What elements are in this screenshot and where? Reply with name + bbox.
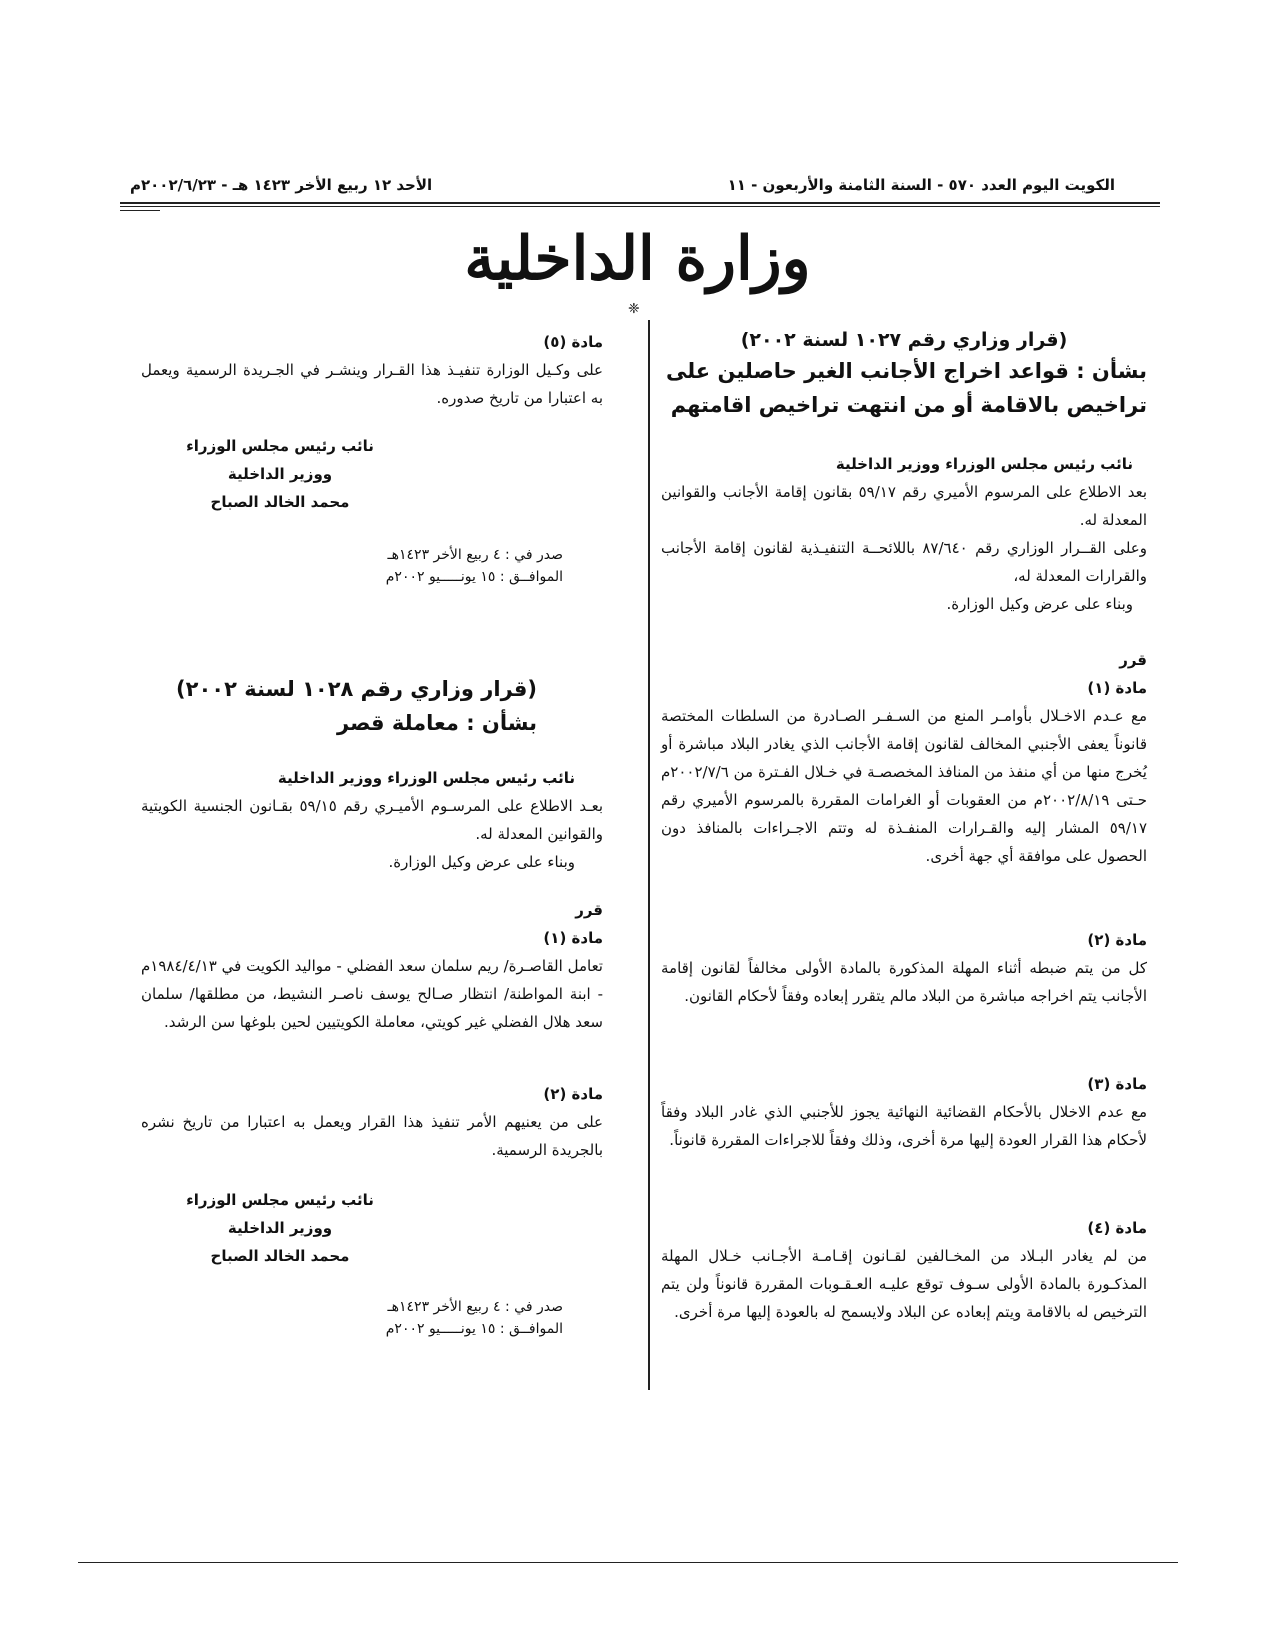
decree-1028-preamble-2: وبناء على عرض وكيل الوزارة. (388, 853, 575, 871)
decree-1027-preamble-3: وبناء على عرض وكيل الوزارة. (946, 595, 1133, 613)
decree-1028-signature (165, 1186, 395, 1270)
footer-rule (78, 1562, 1178, 1563)
decree-1028-decided: قرر (575, 901, 603, 919)
decree-1027-signer-name: محمد الخالد الصباح (210, 493, 350, 511)
header-issue-info: الكويت اليوم العدد ٥٧٠ - السنة الثامنة والأربعون - ١١ (727, 176, 1115, 194)
ornament-icon: ❈ (628, 301, 640, 317)
decree-1027-article-5 (141, 328, 603, 412)
decree-1027-art3-text: مع عدم الاخلال بالأحكام القضائية النهائية يجوز للأجنبي الذي غادر البلاد وفقاً لأحكام هذا القرار العودة إليها مرة أخرى، وذلك وفقاً للاجراءات المقررة قانوناً. (661, 1103, 1147, 1149)
decree-1027-number: (قرار وزاري رقم ١٠٢٧ لسنة ٢٠٠٢) (740, 329, 1068, 351)
decree-1027-art1-title: مادة (١) (1087, 679, 1147, 697)
decree-1028-signer-ministry: ووزير الداخلية (227, 1219, 333, 1237)
decree-1027-issue-date (303, 544, 563, 588)
decree-1027-preamble-1: بعد الاطلاع على المرسوم الأميري رقم ٥٩/١٧ بقانون إقامة الأجانب والقوانين المعدلة له. (661, 483, 1147, 529)
decree-1027-signer-ministry: ووزير الداخلية (227, 465, 333, 483)
decree-1027-article-2 (661, 926, 1147, 1010)
decree-1028-art2-title: مادة (٢) (543, 1085, 603, 1103)
decree-1027-preamble (661, 450, 1147, 618)
decree-1028-article-2 (141, 1080, 603, 1164)
decree-1027-art1-text: مع عـدم الاخـلال بأوامـر المنع من السـفـر الصـادرة من السلطات المختصة قانوناً يعفى الأجنبي المخالف لقانون إقامة الأجانب الذي يغادر البلاد مباشرة أو يُخرج منها من أي منفذ من المنافذ المخصصـة في خـلال الفـترة من ٢٠٠٢/٧/٦م حـتى ٢٠٠٢/٨/١٩م من العقوبات أو الغرامات المقررة بالمرسوم الأميري رقم ٥٩/١٧ المشار إليه والقـرارات المنفـذة له وتتم الاجـراءات بالمنافذ دون الحصول على موافقة أي جهة أخرى. (661, 707, 1147, 865)
header-rule (120, 202, 1160, 207)
decree-1028-preamble (141, 764, 603, 876)
decree-1027-issued: صدر في : ٤ ربيع الأخر ١٤٢٣هـ (387, 547, 563, 563)
decree-1028-preamble-1: بعـد الاطلاع على المرسـوم الأميـري رقم ٥٩/١٥ بقـانون الجنسية الكويتية والقوانين المعدلة له. (141, 797, 603, 843)
decree-1027-authority: نائب رئيس مجلس الوزراء ووزير الداخلية (835, 455, 1133, 473)
decree-1027-corresponding: الموافــق : ١٥ يونـــــيو ٢٠٠٢م (385, 569, 563, 585)
decree-1027-preamble-2: وعلى القــرار الوزاري رقم ٨٧/٦٤٠ باللائحــة التنفيـذية لقانون إقامة الأجانب والقرارات المعدلة له، (661, 539, 1147, 585)
decree-1027-article-4 (661, 1214, 1147, 1326)
decree-1027-art4-text: من لم يغادر البـلاد من المخـالفين لقـانون إقـامـة الأجـانب خـلال المهلة المذكـورة بالمادة الأولى سـوف توقع عليـه العـقـوبات المقررة قانوناً ولن يتم الترخيص له بالاقامة ويتم إبعاده عن البلاد ولايسمح له بالعودة إليها مرة أخرى. (661, 1247, 1147, 1321)
decree-1028-issued: صدر في : ٤ ربيع الأخر ١٤٢٣هـ (387, 1299, 563, 1315)
decree-1028-issue-date (303, 1296, 563, 1340)
page-title: وزارة الداخلية (464, 224, 811, 294)
decree-1027-art3-title: مادة (٣) (1087, 1075, 1147, 1093)
decree-1028-corresponding: الموافــق : ١٥ يونـــــيو ٢٠٠٢م (385, 1321, 563, 1337)
decree-1027-article-3 (661, 1070, 1147, 1154)
decree-1028-signer-title: نائب رئيس مجلس الوزراء (186, 1191, 374, 1209)
decree-1027-art2-title: مادة (٢) (1087, 931, 1147, 949)
decree-1027-signer-title: نائب رئيس مجلس الوزراء (186, 437, 374, 455)
decree-1028-art1-title: مادة (١) (543, 929, 603, 947)
decree-1027-signature (165, 432, 395, 516)
decree-1027-art5-title: مادة (٥) (543, 333, 603, 351)
decree-1028-heading (141, 672, 603, 740)
decree-1027-heading (661, 326, 1147, 422)
decree-1028-subject: بشأن : معاملة قصر (337, 711, 537, 735)
decree-1028-authority: نائب رئيس مجلس الوزراء ووزير الداخلية (277, 769, 575, 787)
decree-1028-art1-text: تعامل القاصـرة/ ريم سلمان سعد الفضلي - مواليد الكويت في ١٩٨٤/٤/١٣م - ابنة المواطنة/ انتظار صـالح يوسف ناصـر النشيط، من مطلقها/ سلمان سعد هلال الفضلي غير كويتي، معاملة الكويتيين لحين بلوغها سن الرشد. (141, 957, 603, 1031)
decree-1028-art2-text: على من يعنيهم الأمر تنفيذ هذا القرار ويعمل به اعتبارا من تاريخ نشره بالجريدة الرسمية. (141, 1113, 603, 1159)
decree-1028-number: (قرار وزاري رقم ١٠٢٨ لسنة ٢٠٠٢) (176, 677, 537, 701)
decree-1028-article-1 (141, 896, 603, 1036)
header-short-rule (120, 210, 160, 211)
decree-1027-art5-text: على وكـيل الوزارة تنفيـذ هذا القـرار وينشـر في الجـريدة الرسمية ويعمل به اعتبارا من تاريخ صدوره. (141, 361, 603, 407)
header-date: الأحد ١٢ ربيع الأخر ١٤٢٣ هـ - ٢٠٠٢/٦/٢٣م (130, 176, 433, 194)
decree-1028-signer-name: محمد الخالد الصباح (210, 1247, 350, 1265)
decree-1027-article-1 (661, 646, 1147, 870)
decree-1027-subject-line2: تراخيص بالاقامة أو من انتهت تراخيص اقامتهم (670, 393, 1147, 417)
decree-1027-subject-line1: بشأن : قواعد اخراج الأجانب الغير حاصلين على (665, 359, 1147, 383)
column-divider (648, 320, 650, 1390)
decree-1027-art4-title: مادة (٤) (1087, 1219, 1147, 1237)
decree-1027-art2-text: كل من يتم ضبطه أثناء المهلة المذكورة بالمادة الأولى مخالفاً لقانون إقامة الأجانب يتم اخراجه مباشرة من البلاد مالم يتقرر إبعاده وفقاً لأحكام القانون. (661, 959, 1147, 1005)
decree-1027-decided: قرر (1119, 651, 1147, 669)
